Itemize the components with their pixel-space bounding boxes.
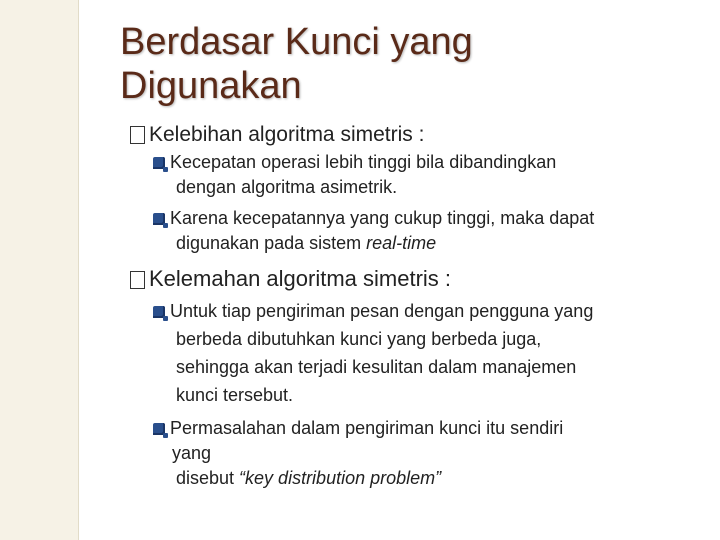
item-line: Permasalahan dalam pengiriman kunci itu sendiri <box>170 418 564 438</box>
section-heading-text: Kelemahan algoritma simetris : <box>149 266 452 291</box>
item-line: berbeda dibutuhkan kunci yang berbeda juga, <box>176 329 542 349</box>
item-line: dengan algoritma asimetrik. <box>176 177 398 197</box>
list-item <box>153 416 563 491</box>
left-band-divider <box>78 0 79 540</box>
title-line-1: Berdasar Kunci yang <box>120 21 473 63</box>
section-heading-text: Kelebihan algoritma simetris : <box>149 123 425 146</box>
q-bullet-icon <box>153 213 165 225</box>
q-bullet-icon <box>153 306 165 318</box>
q-bullet-icon <box>153 157 165 169</box>
list-item <box>153 150 556 200</box>
list-item <box>153 206 594 256</box>
item-line: kunci tersebut. <box>176 385 294 405</box>
list-item <box>153 299 593 408</box>
section-heading-kelemahan <box>130 266 451 292</box>
italic-term: “key distribution problem” <box>239 468 442 488</box>
left-decorative-band <box>0 0 78 540</box>
item-line: digunakan pada sistem <box>176 233 367 253</box>
item-line: yang <box>172 443 212 463</box>
item-line: sehingga akan terjadi kesulitan dalam manajemen <box>176 357 577 377</box>
item-line: Untuk tiap pengiriman pesan dengan pengguna yang <box>170 301 594 321</box>
slide-title <box>120 20 700 108</box>
item-line: disebut <box>176 468 240 488</box>
q-bullet-icon <box>153 423 165 435</box>
item-line: Karena kecepatannya yang cukup tinggi, maka dapat <box>170 208 595 228</box>
item-line: Kecepatan operasi lebih tinggi bila dibandingkan <box>170 152 557 172</box>
square-bullet-icon <box>130 271 145 289</box>
italic-term: real-time <box>366 233 437 253</box>
title-line-2: Digunakan <box>120 65 302 107</box>
square-bullet-icon <box>130 126 145 144</box>
section-heading-kelebihan <box>130 122 424 148</box>
